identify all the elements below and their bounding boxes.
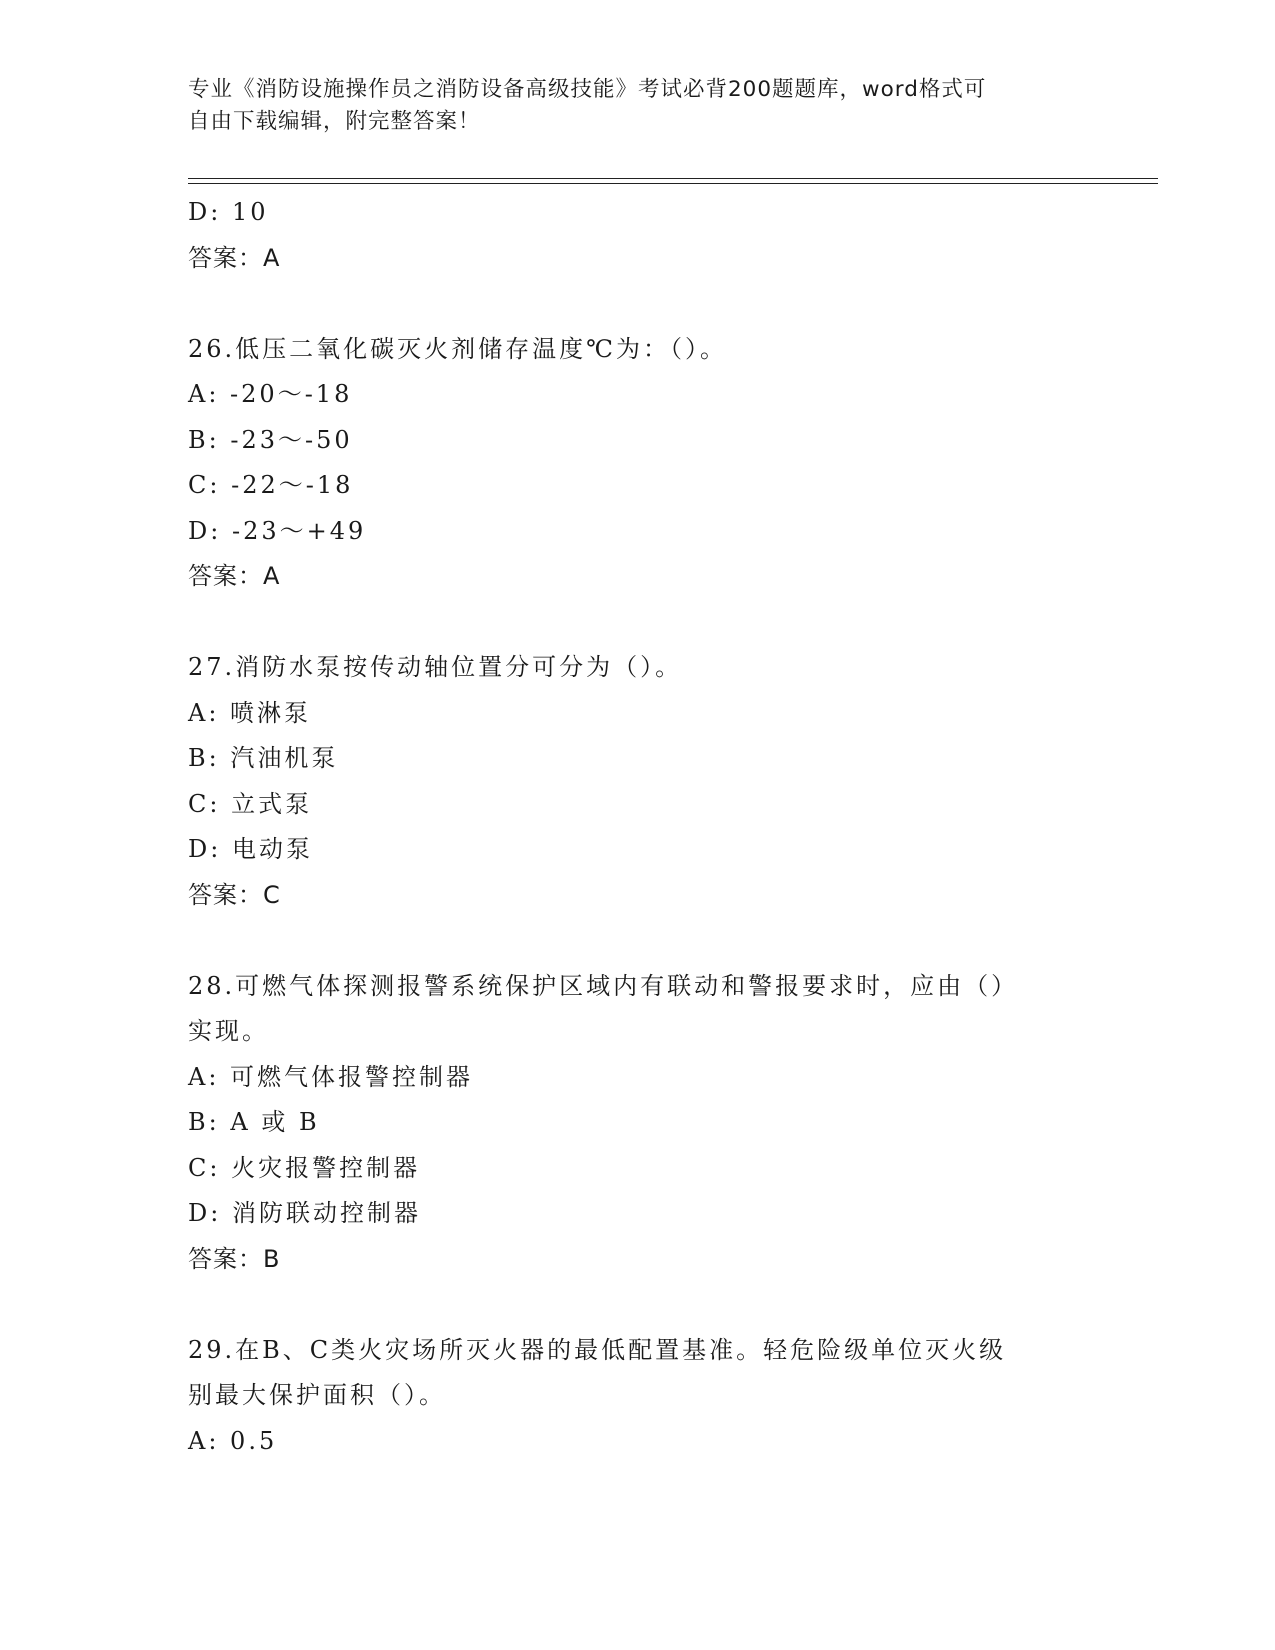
- header-rule-bottom: [188, 183, 1158, 184]
- question-stem-line-1: 28.可燃气体探测报警系统保护区域内有联动和警报要求时，应由（）: [188, 971, 1019, 1000]
- option-c: C: 立式泵: [188, 789, 313, 818]
- answer-line: 答案：A: [188, 562, 281, 590]
- option-a: A: 喷淋泵: [188, 698, 312, 727]
- question-stem: [188, 1328, 1068, 1419]
- header-rule-top: [188, 178, 1158, 179]
- header-line-2: 自由下载编辑，附完整答案！: [188, 109, 481, 134]
- option-d: D: -23～+49: [188, 516, 367, 545]
- spacer: [188, 600, 1088, 646]
- question-stem: 27.消防水泵按传动轴位置分可分为（）。: [188, 653, 683, 681]
- option-a: A: 0.5: [188, 1426, 278, 1455]
- option-b: B: -23～-50: [188, 425, 353, 454]
- option-a: A: 可燃气体报警控制器: [188, 1062, 474, 1091]
- option-a: A: -20～-18: [188, 380, 353, 408]
- question-stem: [188, 964, 1068, 1055]
- option-c: C: 火灾报警控制器: [188, 1153, 421, 1182]
- answer-line: 答案：A: [188, 243, 281, 272]
- option-d: D: 消防联动控制器: [188, 1199, 421, 1227]
- option-d: D: 电动泵: [188, 835, 313, 863]
- document-header: [188, 74, 1068, 138]
- answer-line: 答案：C: [188, 880, 281, 909]
- question-stem: 26.低压二氧化碳灭火剂储存温度℃为：（）。: [188, 334, 728, 363]
- question-list: [188, 190, 1088, 1464]
- header-line-1: 专业《消防设施操作员之消防设备高级技能》考试必背200题题库，word格式可: [188, 77, 987, 102]
- spacer: [188, 281, 1088, 327]
- answer-line: 答案：B: [188, 1244, 281, 1273]
- option-c: C: -22～-18: [188, 471, 354, 499]
- option-d: D: 10: [188, 198, 269, 226]
- question-stem-line-2: 别最大保护面积（）。: [188, 1381, 446, 1409]
- spacer: [188, 1282, 1088, 1328]
- option-b: B: A 或 B: [188, 1108, 320, 1136]
- question-stem-line-1: 29.在B、C类火灾场所灭火器的最低配置基准。轻危险级单位灭火级: [188, 1335, 1007, 1364]
- option-b: B: 汽油机泵: [188, 744, 339, 772]
- spacer: [188, 918, 1088, 964]
- question-stem-line-2: 实现。: [188, 1017, 269, 1045]
